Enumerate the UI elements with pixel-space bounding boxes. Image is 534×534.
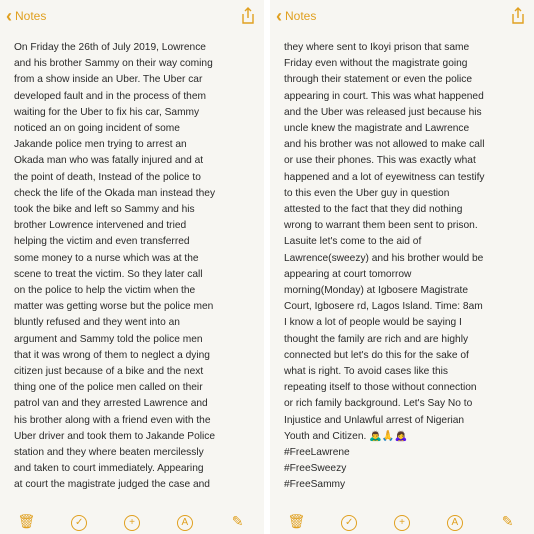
note-line: what is right. To avoid cases like this	[284, 366, 449, 378]
note-line: took the bike and left so Sammy and his	[14, 204, 195, 216]
note-body[interactable]	[14, 40, 256, 494]
note-line: brother Lowrence intervened and tried	[14, 220, 187, 232]
note-line: or use their phones. This was exactly what	[284, 155, 476, 167]
back-button[interactable]	[276, 6, 317, 26]
add-icon[interactable]: +	[122, 512, 142, 531]
note-line: Jakande police men trying to arrest an	[14, 139, 187, 151]
note-line: waiting for the Uber to fix his car, Sammy	[14, 106, 200, 118]
back-label: Notes	[15, 9, 47, 23]
share-icon[interactable]	[240, 7, 256, 25]
note-line: appearing in court. This was what happened	[284, 90, 484, 102]
note-line: #FreeLawrene	[284, 447, 350, 459]
note-line: On Friday the 26th of July 2019, Lowrence	[14, 42, 206, 53]
note-screen-left	[0, 0, 264, 534]
note-line: morning(Monday) at Igbosere Magistrate	[284, 285, 469, 297]
chevron-left-icon: ‹	[6, 6, 12, 26]
trash-icon[interactable]: 🗑	[17, 512, 36, 529]
back-label: Notes	[285, 9, 317, 23]
top-bar	[270, 0, 534, 34]
note-line: bluntly refused and they went into an	[14, 317, 180, 329]
back-button[interactable]	[6, 6, 47, 26]
note-line: attested to the fact that they did nothing	[284, 204, 463, 216]
note-line: through their statement or even the police	[284, 74, 473, 86]
note-line: check the life of the Okada man instead they	[14, 187, 216, 199]
add-icon[interactable]: +	[392, 512, 412, 531]
note-line: Lasuite let's come to the aid of	[284, 236, 422, 248]
note-line: patrol van and they arrested Lawrence and	[14, 398, 208, 410]
note-line: wrong to warrant them been sent to prison.	[284, 220, 478, 232]
markup-icon[interactable]: A	[175, 512, 195, 531]
chevron-left-icon: ‹	[276, 6, 282, 26]
note-line: thing one of the police men called on their	[14, 382, 203, 394]
note-line: matter was getting worse but the police men	[14, 301, 214, 313]
top-bar	[0, 0, 264, 34]
note-line: at court the magistrate judged the case and	[14, 479, 210, 491]
note-line: developed fault and in the process of them	[14, 90, 206, 102]
note-line: his brother along with a friend even with the	[14, 414, 211, 426]
note-line: on the police to help the victim when the	[14, 285, 196, 297]
note-line: connected but let's do this for the sake of	[284, 349, 469, 361]
note-line: and his brother Sammy on their way coming	[14, 58, 213, 70]
note-screen-right	[270, 0, 534, 534]
note-line: some money to a nurse which was at the	[14, 252, 199, 264]
note-line: repeating itself to those without connection	[284, 382, 477, 394]
note-line: they where sent to Ikoyi prison that same	[284, 42, 470, 53]
share-icon[interactable]	[510, 7, 526, 25]
note-line: the point of death, Instead of the police to	[14, 171, 201, 183]
note-line: or rich family background. Let's Say No to	[284, 398, 473, 410]
note-line: citizen just because of a bike and the next	[14, 366, 204, 378]
note-line: and his brother was not allowed to make call	[284, 139, 485, 151]
note-line: happened and a lot of eyewitness can testify	[284, 171, 485, 183]
bottom-toolbar	[270, 508, 534, 534]
note-line: station and they where beaten mercilessly	[14, 447, 204, 459]
note-line: thought the family are rich and are highly	[284, 333, 469, 345]
note-line: Friday even without the magistrate going	[284, 58, 468, 70]
checklist-icon[interactable]: ✓	[69, 512, 89, 531]
note-line: to this even the Uber guy in question	[284, 187, 450, 199]
note-line: #FreeSweezy	[284, 463, 347, 475]
note-line: I know a lot of people would be saying I	[284, 317, 462, 329]
note-line: Lawrence(sweezy) and his brother would be	[284, 252, 484, 264]
bottom-toolbar	[0, 508, 264, 534]
note-line: and taken to court immediately. Appearing	[14, 463, 204, 475]
note-body[interactable]	[284, 40, 526, 494]
note-line: noticed an on going incident of some	[14, 123, 180, 135]
note-line: Uber driver and took them to Jakande Police	[14, 430, 216, 442]
note-line: and the Uber was released just because his	[284, 106, 482, 118]
compose-icon[interactable]: ✎	[231, 512, 244, 529]
note-line: argument and Sammy told the police men	[14, 333, 203, 345]
markup-icon[interactable]: A	[445, 512, 465, 531]
note-line: scene to treat the victim. So they later call	[14, 268, 203, 280]
compose-icon[interactable]: ✎	[501, 512, 514, 529]
note-line: that it was wrong of them to neglect a dying	[14, 349, 210, 361]
note-line: Youth and Citizen. 🙇‍♂️🙏🙇‍♀️	[284, 430, 408, 442]
note-line: #FreeSammy	[284, 479, 346, 491]
note-line: Court, Igbosere rd, Lagos Island. Time: 8am	[284, 301, 483, 313]
note-line: from a show inside an Uber. The Uber car	[14, 74, 203, 86]
note-line: Injustice and Unlawful arrest of Nigerian	[284, 414, 465, 426]
note-line: helping the victim and even transferred	[14, 236, 190, 248]
checklist-icon[interactable]: ✓	[339, 512, 359, 531]
note-line: uncle knew the magistrate and Lawrence	[284, 123, 470, 135]
trash-icon[interactable]: 🗑	[287, 512, 306, 529]
note-line: appearing at court tomorrow	[284, 268, 412, 280]
note-line: Okada man who was fatally injured and at	[14, 155, 204, 167]
